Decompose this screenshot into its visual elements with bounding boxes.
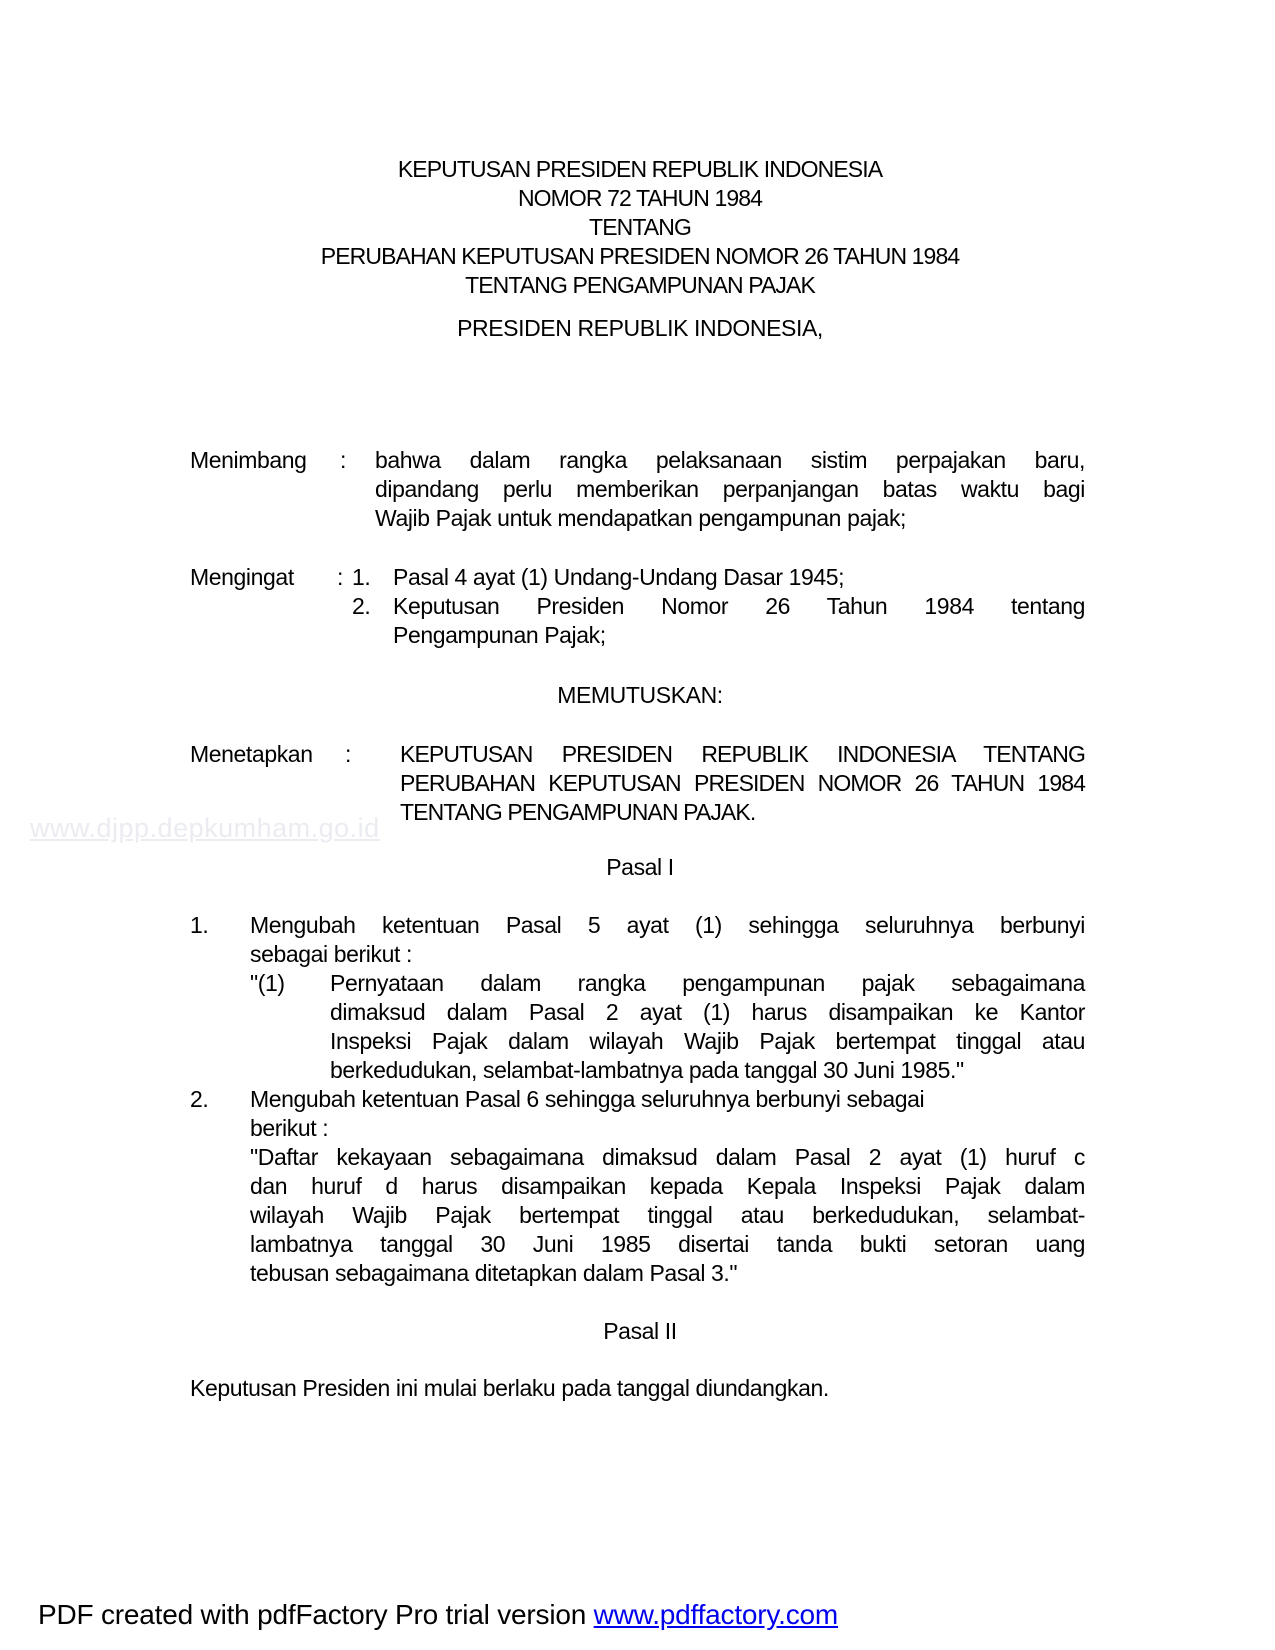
text-line: wilayah Wajib Pajak bertempat tinggal atau berkedudukan, selambat-: [250, 1202, 1085, 1228]
text-line: Wajib Pajak untuk mendapatkan pengampunan pajak;: [375, 505, 907, 531]
text-line: TENTANG PENGAMPUNAN PAJAK: [465, 272, 815, 298]
text-line: KEPUTUSAN PRESIDEN REPUBLIK INDONESIA: [397, 156, 883, 182]
memutuskan-heading: MEMUTUSKAN:: [557, 682, 723, 708]
text-line: KEPUTUSAN PRESIDEN REPUBLIK INDONESIA TENTANG: [400, 741, 1085, 767]
text-line: Pasal 4 ayat (1) Undang-Undang Dasar 1945;: [393, 564, 845, 590]
pasal1-item1-paragraph: [250, 911, 1085, 969]
decree-title-block: [195, 155, 1085, 300]
text-line: berkedudukan, selambat-lambatnya pada tanggal 30 Juni 1985.": [330, 1057, 964, 1083]
text-line: dan huruf d harus disampaikan kepada Kepala Inspeksi Pajak dalam: [250, 1173, 1085, 1199]
text-line: dipandang perlu memberikan perpanjangan batas waktu bagi: [375, 476, 1085, 502]
text-line: Mengubah ketentuan Pasal 6 sehingga seluruhnya berbunyi sebagai: [250, 1086, 925, 1112]
text-line: PERUBAHAN KEPUTUSAN PRESIDEN NOMOR 26 TAHUN 1984: [320, 243, 960, 269]
list-number: 1.: [352, 564, 371, 590]
text-line: "Daftar kekayaan sebagaimana dimaksud dalam Pasal 2 ayat (1) huruf c: [250, 1144, 1085, 1170]
text-line: dimaksud dalam Pasal 2 ayat (1) harus disampaikan ke Kantor: [330, 999, 1085, 1025]
issuer-line: PRESIDEN REPUBLIK INDONESIA,: [457, 315, 823, 341]
list-number: 2.: [352, 593, 371, 619]
text-line: Inspeksi Pajak dalam wilayah Wajib Pajak bertempat tinggal atau: [330, 1028, 1085, 1054]
menetapkan-colon: :: [345, 741, 351, 767]
pasal1-item1-sub-paragraph: [330, 969, 1085, 1085]
text-line: NOMOR 72 TAHUN 1984: [517, 185, 763, 211]
text-line: Mengubah ketentuan Pasal 5 ayat (1) sehingga seluruhnya berbunyi: [250, 912, 1085, 938]
mengingat-colon: :: [337, 564, 343, 590]
list-number: 1.: [190, 912, 209, 938]
sub-item-marker: "(1): [250, 970, 285, 996]
pasal-ii-body: Keputusan Presiden ini mulai berlaku pada tanggal diundangkan.: [190, 1375, 829, 1401]
pdffactory-link[interactable]: www.pdffactory.com: [593, 1599, 839, 1630]
text-line: Pernyataan dalam rangka pengampunan pajak sebagaimana: [330, 970, 1085, 996]
menetapkan-label: Menetapkan: [190, 741, 313, 767]
pasal-ii-heading: Pasal II: [603, 1318, 677, 1344]
menimbang-label: Menimbang: [190, 447, 307, 473]
menetapkan-paragraph: [400, 740, 1085, 827]
text-line: PERUBAHAN KEPUTUSAN PRESIDEN NOMOR 26 TAHUN 1984: [400, 770, 1085, 796]
text-line: berikut :: [250, 1115, 329, 1141]
mengingat-label: Mengingat: [190, 564, 294, 590]
pdf-trial-footer-text: PDF created with pdfFactory Pro trial version: [38, 1599, 594, 1630]
menimbang-colon: :: [340, 447, 346, 473]
pdf-trial-footer: [38, 1598, 838, 1632]
djpp-watermark: www.djpp.depkumham.go.id: [30, 813, 380, 843]
text-line: Keputusan Presiden Nomor 26 Tahun 1984 tentang: [393, 593, 1085, 619]
text-line: Pengampunan Pajak;: [393, 622, 606, 648]
pasal-i-heading: Pasal I: [606, 854, 674, 880]
text-line: sebagai berikut :: [250, 941, 412, 967]
mengingat-item-2: [393, 592, 1085, 650]
mengingat-item-1: [393, 563, 1085, 592]
text-line: tebusan sebagaimana ditetapkan dalam Pasal 3.": [250, 1260, 738, 1286]
text-line: TENTANG PENGAMPUNAN PAJAK.: [400, 799, 756, 825]
text-line: bahwa dalam rangka pelaksanaan sistim perpajakan baru,: [375, 447, 1085, 473]
text-line: lambatnya tanggal 30 Juni 1985 disertai tanda bukti setoran uang: [250, 1231, 1085, 1257]
list-number: 2.: [190, 1086, 209, 1112]
pasal1-item2-quote-paragraph: [250, 1143, 1085, 1288]
text-line: TENTANG: [589, 214, 691, 240]
menimbang-paragraph: [375, 446, 1085, 533]
pasal1-item2-paragraph: [250, 1085, 1085, 1143]
